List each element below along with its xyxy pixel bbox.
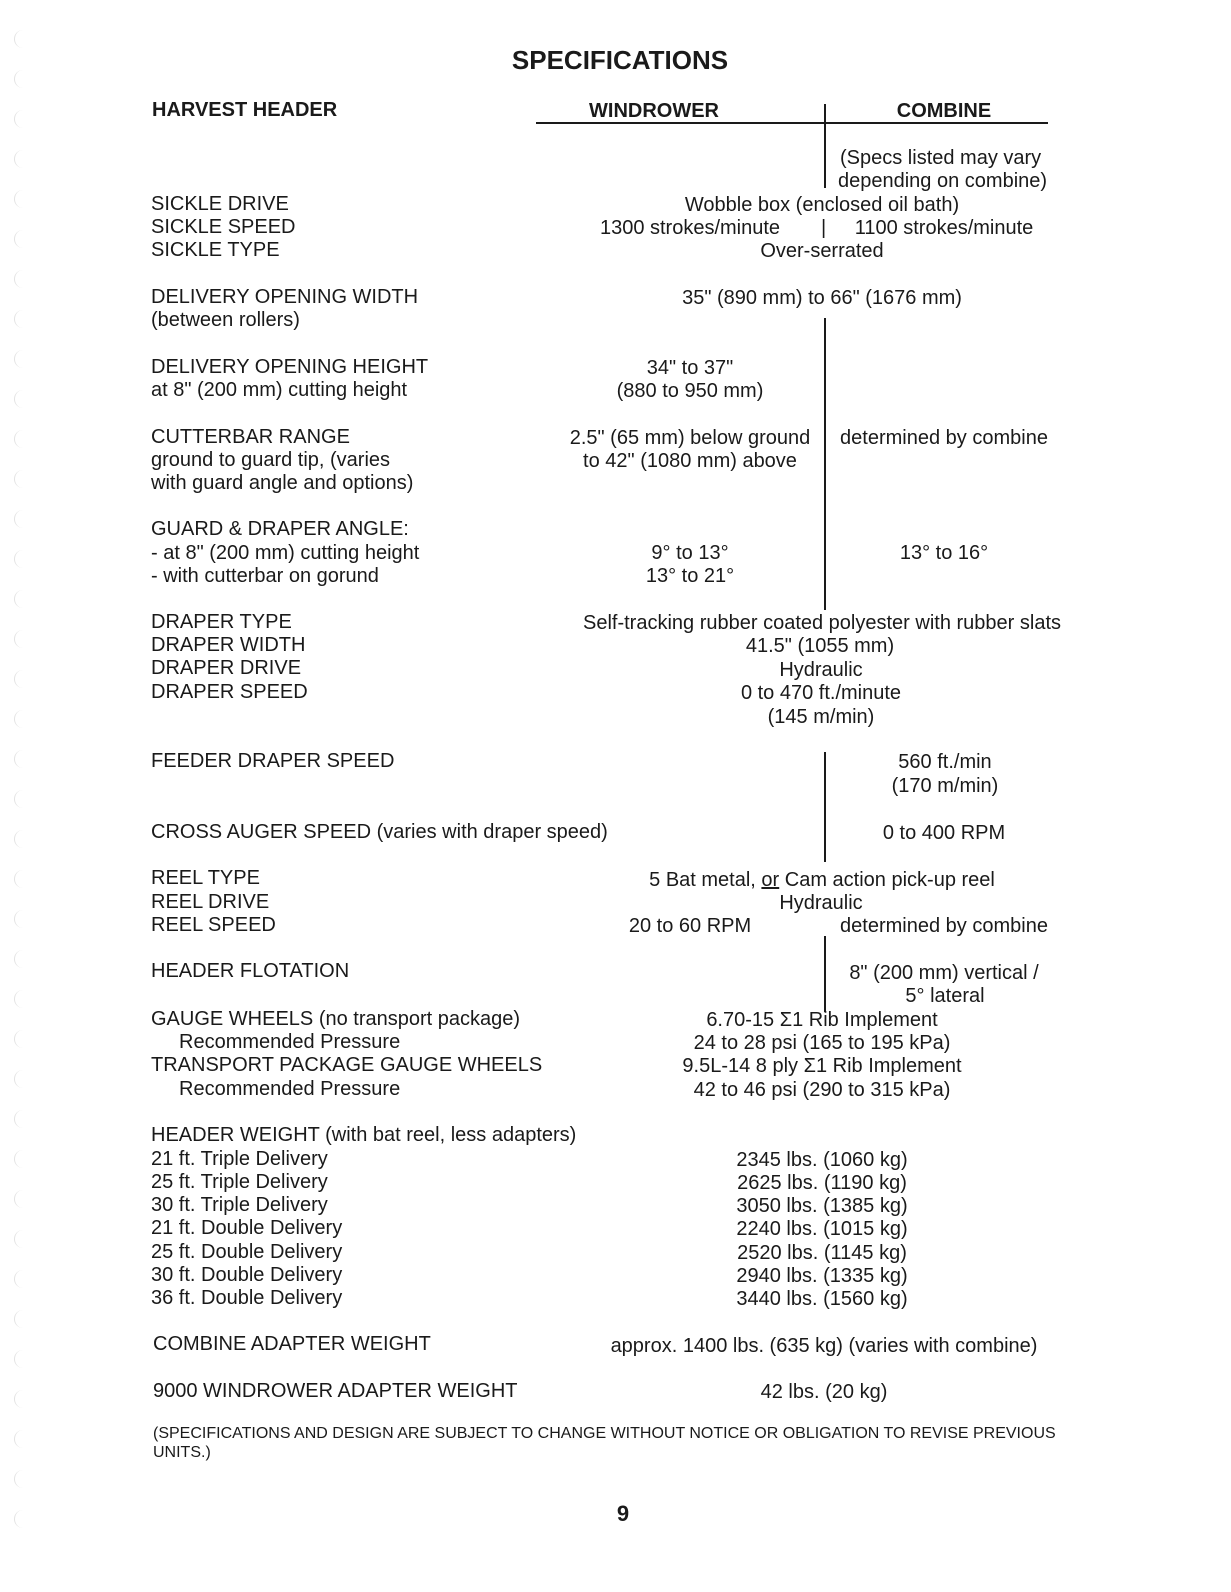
guard-angle-windrower-value: 9° to 13°	[651, 542, 729, 564]
reel-type-or: or	[761, 869, 780, 891]
auger-speed-value: 0 to 400 RPM	[882, 822, 1006, 844]
header-underline	[536, 122, 1048, 124]
gauge-wheels-pressure-label: Recommended Pressure	[179, 1031, 401, 1053]
cutterbar-range-sublabel: with guard angle and options)	[151, 472, 414, 494]
flotation-value-lateral: 5° lateral	[905, 985, 985, 1007]
cutterbar-windrower-value: 2.5" (65 mm) below ground	[569, 427, 811, 449]
draper-type-value: Self-tracking rubber coated polyester with rubber slats	[582, 612, 1062, 634]
draper-speed-label: DRAPER SPEED	[151, 681, 308, 703]
sickle-speed-combine: 1100 strokes/minute	[854, 217, 1034, 239]
draper-width-value: 41.5" (1055 mm)	[745, 635, 895, 657]
sickle-type-label: SICKLE TYPE	[151, 239, 280, 261]
draper-speed-metric: (145 m/min)	[767, 706, 875, 728]
guard-angle-label: GUARD & DRAPER ANGLE:	[151, 518, 409, 540]
weight-model: 30 ft. Double Delivery	[151, 1264, 343, 1286]
reel-speed-combine: determined by combine	[840, 915, 1048, 937]
weight-value: 2940 lbs. (1335 kg)	[736, 1265, 908, 1287]
column-divider	[824, 936, 826, 1012]
draper-type-label: DRAPER TYPE	[151, 611, 292, 633]
page-number: 9	[616, 1501, 630, 1526]
weight-model: 25 ft. Triple Delivery	[151, 1171, 328, 1193]
weight-model: 21 ft. Triple Delivery	[151, 1148, 328, 1170]
draper-drive-value: Hydraulic	[779, 659, 863, 681]
reel-speed-windrower: 20 to 60 RPM	[628, 915, 752, 937]
delivery-height-value-metric: (880 to 950 mm)	[616, 380, 764, 402]
weight-model: 30 ft. Triple Delivery	[151, 1194, 328, 1216]
guard-angle-combine-value: 13° to 16°	[899, 542, 989, 564]
column-divider	[824, 104, 826, 188]
delivery-height-label: DELIVERY OPENING HEIGHT	[151, 356, 429, 378]
transport-wheels-pressure-label: Recommended Pressure	[179, 1078, 401, 1100]
feeder-speed-label: FEEDER DRAPER SPEED	[151, 750, 395, 772]
reel-drive-value: Hydraulic	[779, 892, 863, 914]
column-header-combine: COMBINE	[896, 100, 992, 122]
delivery-width-label: DELIVERY OPENING WIDTH	[151, 286, 419, 308]
flotation-value: 8" (200 mm) vertical /	[849, 962, 1039, 984]
weight-value: 3440 lbs. (1560 kg)	[736, 1288, 908, 1310]
cutterbar-windrower-value: to 42" (1080 mm) above	[583, 450, 797, 472]
cutterbar-range-label: CUTTERBAR RANGE	[151, 426, 350, 448]
transport-wheels-value: 9.5L-14 8 ply Σ1 Rib Implement	[682, 1055, 962, 1077]
draper-width-label: DRAPER WIDTH	[151, 634, 306, 656]
sickle-speed-separator: |	[821, 217, 827, 239]
weight-model: 21 ft. Double Delivery	[151, 1217, 343, 1239]
sickle-speed-label: SICKLE SPEED	[151, 216, 296, 238]
sickle-speed-windrower: 1300 strokes/minute	[599, 217, 781, 239]
binding-holes	[14, 20, 28, 1560]
cutterbar-range-sublabel: ground to guard tip, (varies	[151, 449, 391, 471]
weight-value: 2240 lbs. (1015 kg)	[736, 1218, 908, 1240]
header-weight-label: HEADER WEIGHT (with bat reel, less adapters)	[151, 1124, 577, 1146]
delivery-width-value: 35" (890 mm) to 66" (1676 mm)	[682, 287, 962, 309]
gauge-wheels-pressure-value: 24 to 28 psi (165 to 195 kPa)	[693, 1032, 951, 1054]
delivery-width-sublabel: (between rollers)	[151, 309, 300, 331]
footnote: (SPECIFICATIONS AND DESIGN ARE SUBJECT TO CHANGE WITHOUT NOTICE OR OBLIGATION TO REVISE PREVIOUS UNITS.)	[153, 1425, 1056, 1461]
column-divider	[824, 318, 826, 610]
delivery-height-sublabel: at 8" (200 mm) cutting height	[151, 379, 408, 401]
weight-value: 2345 lbs. (1060 kg)	[736, 1149, 908, 1171]
flotation-label: HEADER FLOTATION	[151, 960, 350, 982]
windrower-adapter-label: 9000 WINDROWER ADAPTER WEIGHT	[153, 1380, 518, 1402]
gauge-wheels-value: 6.70-15 Σ1 Rib Implement	[706, 1009, 938, 1031]
weight-model: 25 ft. Double Delivery	[151, 1241, 343, 1263]
auger-speed-label: CROSS AUGER SPEED (varies with draper speed)	[151, 821, 608, 843]
reel-drive-label: REEL DRIVE	[151, 891, 270, 913]
delivery-height-value: 34" to 37"	[646, 357, 734, 379]
sickle-drive-value: Wobble box (enclosed oil bath)	[684, 194, 960, 216]
combine-note-line: depending on combine)	[838, 170, 1048, 192]
cutterbar-combine-value: determined by combine	[840, 427, 1048, 449]
combine-note-line: (Specs listed may vary	[840, 147, 1042, 169]
sickle-drive-label: SICKLE DRIVE	[151, 193, 289, 215]
reel-type-value: 5 Bat metal, or Cam action pick-up reel	[649, 869, 995, 891]
reel-speed-label: REEL SPEED	[151, 914, 276, 936]
combine-adapter-label: COMBINE ADAPTER WEIGHT	[153, 1333, 431, 1355]
feeder-speed-value: 560 ft./min	[898, 751, 992, 773]
transport-wheels-pressure-value: 42 to 46 psi (290 to 315 kPa)	[693, 1079, 951, 1101]
guard-angle-windrower-value: 13° to 21°	[645, 565, 735, 587]
draper-drive-label: DRAPER DRIVE	[151, 657, 302, 679]
feeder-speed-metric: (170 m/min)	[891, 775, 999, 797]
guard-angle-sublabel: - with cutterbar on gorund	[151, 565, 379, 587]
combine-adapter-value: approx. 1400 lbs. (635 kg) (varies with combine)	[610, 1335, 1038, 1357]
page-title: SPECIFICATIONS	[511, 45, 729, 75]
gauge-wheels-label: GAUGE WHEELS (no transport package)	[151, 1008, 521, 1030]
sickle-type-value: Over-serrated	[760, 240, 884, 262]
weight-value: 3050 lbs. (1385 kg)	[736, 1195, 908, 1217]
windrower-adapter-value: 42 lbs. (20 kg)	[760, 1381, 888, 1403]
column-divider	[824, 752, 826, 862]
weight-value: 2625 lbs. (1190 kg)	[737, 1172, 907, 1194]
column-header-windrower: WINDROWER	[589, 100, 719, 122]
guard-angle-sublabel: - at 8" (200 mm) cutting height	[151, 542, 420, 564]
weight-value: 2520 lbs. (1145 kg)	[737, 1242, 907, 1264]
section-heading: HARVEST HEADER	[152, 99, 338, 121]
transport-wheels-label: TRANSPORT PACKAGE GAUGE WHEELS	[151, 1054, 543, 1076]
draper-speed-value: 0 to 470 ft./minute	[740, 682, 902, 704]
reel-type-label: REEL TYPE	[151, 867, 260, 889]
weight-model: 36 ft. Double Delivery	[151, 1287, 343, 1309]
